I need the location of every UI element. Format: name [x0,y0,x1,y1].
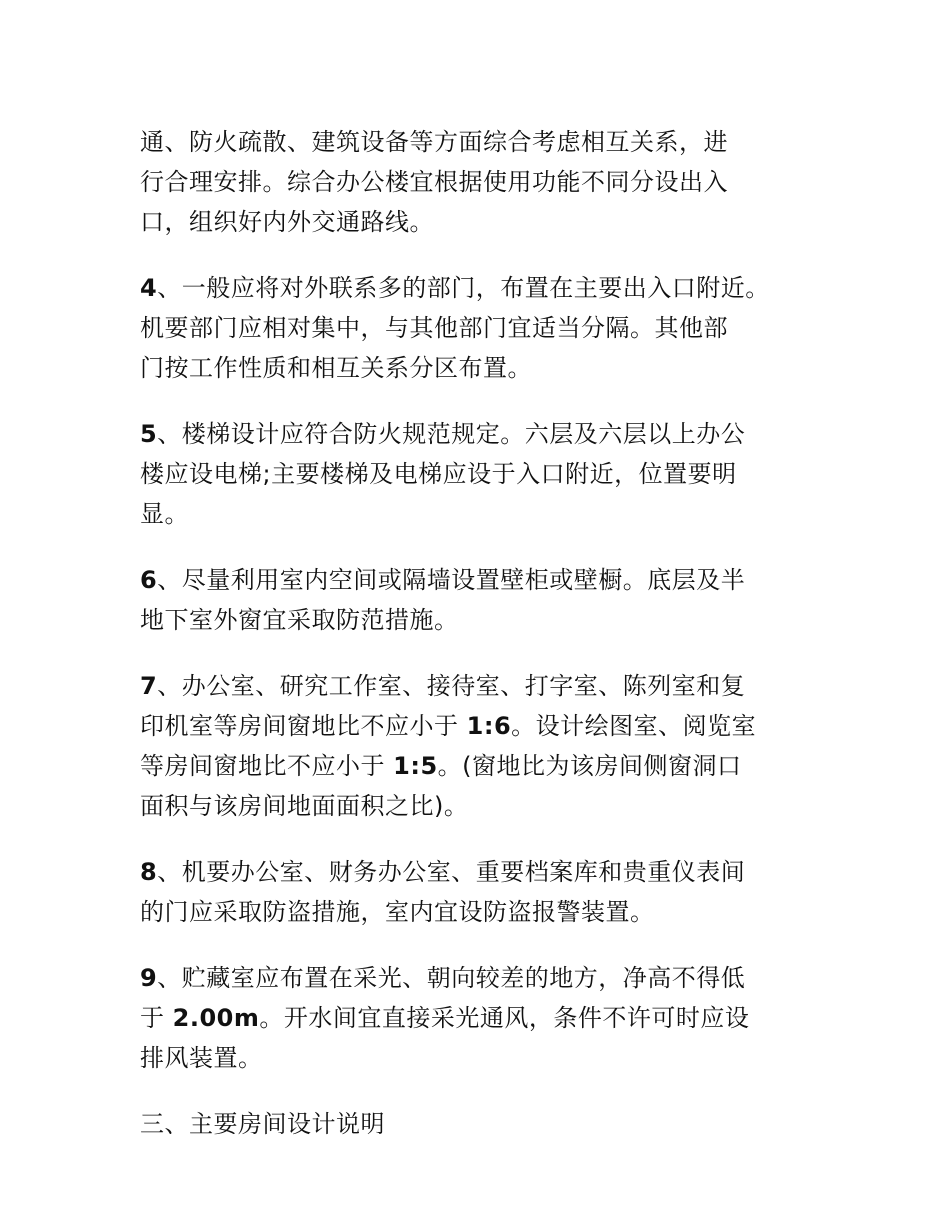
text-line: 门按工作性质和相互关系分区布置。 [140,354,532,382]
document-page [140,122,830,1170]
paragraph-item-7 [140,666,830,826]
text-line [140,560,830,600]
paragraph-item-6 [140,560,830,640]
text-line [140,958,830,998]
text-segment: 印机室等房间窗地比不应小于 [140,712,467,740]
text-segment: 、一般应将对外联系多的部门，布置在主要出入口附近。 [157,274,770,302]
heading-text: 三、主要房间设计说明 [140,1110,385,1138]
text-segment: 。设计绘图室、阅览室 [511,712,757,740]
ratio-value: 1:5 [393,752,438,780]
text-segment: 等房间窗地比不应小于 [140,752,394,780]
section-heading [140,1104,830,1144]
item-number: 8 [140,858,158,886]
paragraph-item-4 [140,268,830,388]
text-segment: 、机要办公室、财务办公室、重要档案库和贵重仪表间 [157,858,746,886]
text-segment: 于 [140,1004,173,1032]
text-line [140,746,830,786]
item-number: 9 [140,964,158,992]
text-segment: 、楼梯设计应符合防火规范规定。六层及六层以上办公 [157,420,746,448]
text-line: 排风装置。 [140,1044,263,1072]
text-line: 通、防火疏散、建筑设备等方面综合考虑相互关系，进 [140,128,728,156]
text-segment: 、尽量利用室内空间或隔墙设置壁柜或壁橱。底层及半 [157,566,746,594]
text-line: 楼应设电梯;主要楼梯及电梯应设于入口附近，位置要明 [140,460,737,488]
item-number: 7 [140,672,158,700]
paragraph-continuation [140,122,830,242]
ratio-value: 1:6 [466,712,512,740]
text-line: 行合理安排。综合办公楼宜根据使用功能不同分设出入 [140,168,728,196]
paragraph-item-9 [140,958,830,1078]
text-line: 机要部门应相对集中，与其他部门宜适当分隔。其他部 [140,314,728,342]
paragraph-item-5 [140,414,830,534]
text-line: 地下室外窗宜采取防范措施。 [140,606,459,634]
text-segment: 、贮藏室应布置在采光、朝向较差的地方，净高不得低 [157,964,746,992]
text-line [140,852,830,892]
text-segment: 。开水间宜直接采光通风，条件不许可时应设 [259,1004,750,1032]
height-value: 2.00m [172,1004,260,1032]
item-number: 6 [140,566,158,594]
text-segment: 。(窗地比为该房间侧窗洞口 [437,752,742,780]
text-line: 口，组织好内外交通路线。 [140,208,434,236]
text-line [140,706,830,746]
paragraph-item-8 [140,852,830,932]
text-line [140,998,830,1038]
text-line: 的门应采取防盗措施，室内宜设防盗报警装置。 [140,898,655,926]
text-segment: 、办公室、研究工作室、接待室、打字室、陈列室和复 [157,672,746,700]
item-number: 4 [140,274,158,302]
text-line: 面积与该房间地面面积之比)。 [140,792,469,820]
text-line: 显。 [140,500,189,528]
item-number: 5 [140,420,158,448]
text-line [140,666,830,706]
text-line [140,414,830,454]
text-line [140,268,830,308]
